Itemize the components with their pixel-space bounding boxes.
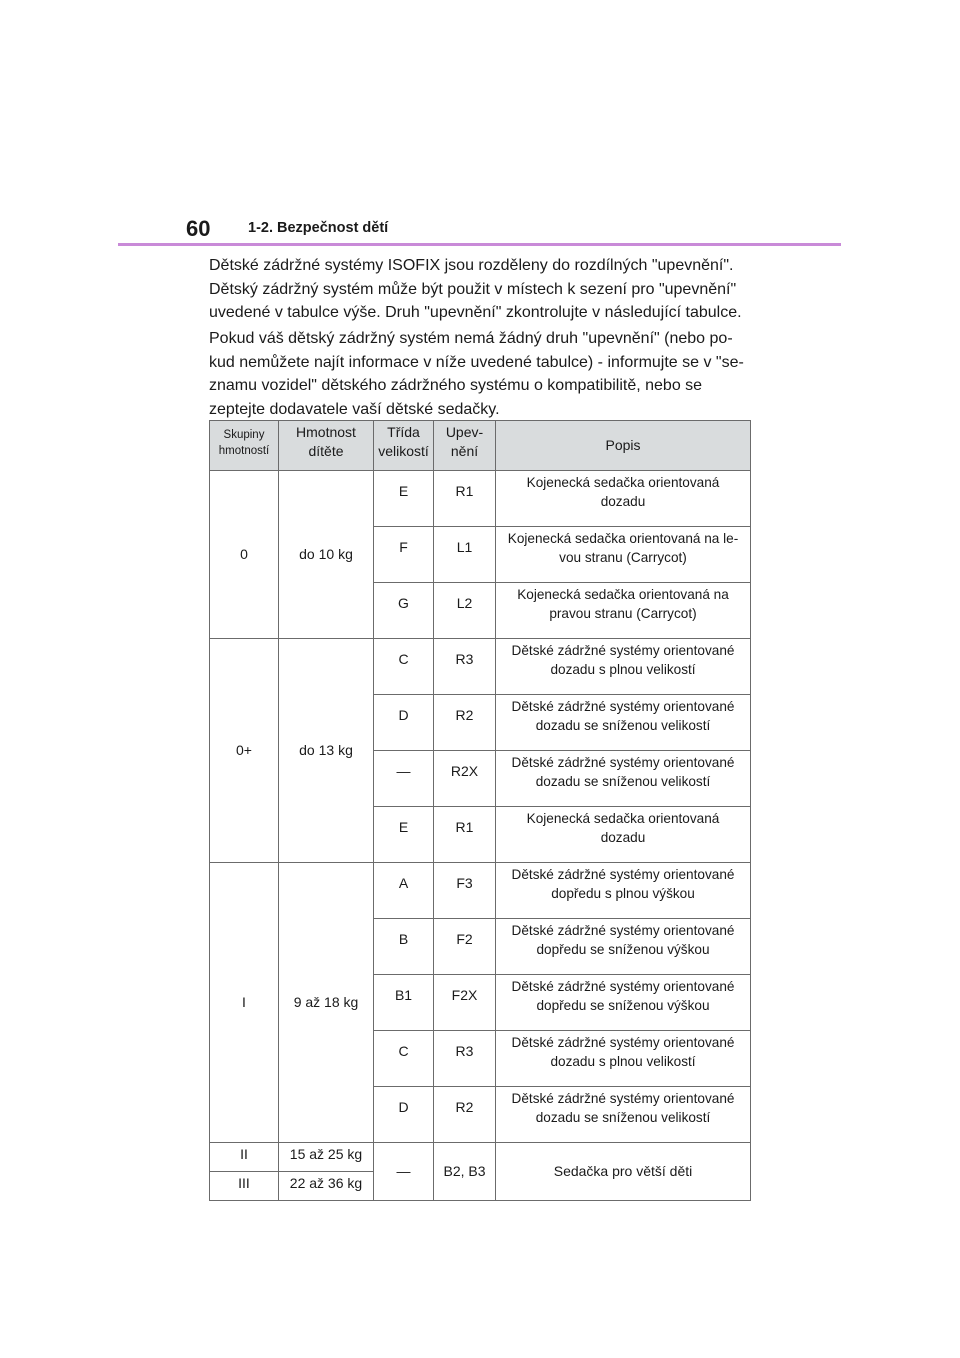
description-cell: Dětské zádržné systémy orientované dozadu se sníženou velikostí <box>496 751 751 807</box>
description-cell: Dětské zádržné systémy orientované dopředu s plnou výškou <box>496 863 751 919</box>
fixture-cell: R3 <box>434 639 496 695</box>
description-cell: Kojenecká sedačka orientovaná dozadu <box>496 471 751 527</box>
paragraph-line: Dětský zádržný systém může být použit v místech k sezení pro "upevnění" <box>209 280 737 298</box>
fixture-cell: L2 <box>434 583 496 639</box>
fixture-cell: R2X <box>434 751 496 807</box>
intro-paragraph <box>209 254 769 325</box>
description-cell: Kojenecká sedačka orientovaná na le- vou stranu (Carrycot) <box>496 527 751 583</box>
table-row <box>210 1143 751 1172</box>
child-weight-cell: do 13 kg <box>279 639 374 863</box>
size-class-cell: A <box>374 863 434 919</box>
header-mass-group: Skupiny hmotností <box>210 421 279 471</box>
fixture-cell: F2 <box>434 919 496 975</box>
table-row <box>210 471 751 527</box>
size-class-cell: E <box>374 471 434 527</box>
description-cell: Kojenecká sedačka orientovaná dozadu <box>496 807 751 863</box>
child-weight-cell: 15 až 25 kg <box>279 1143 374 1172</box>
table-row <box>210 639 751 695</box>
size-class-cell: B1 <box>374 975 434 1031</box>
mass-group-cell: 0 <box>210 471 279 639</box>
isofix-fixture-table <box>209 420 751 1201</box>
size-class-cell: F <box>374 527 434 583</box>
size-class-cell: D <box>374 695 434 751</box>
fixture-cell: L1 <box>434 527 496 583</box>
description-cell: Dětské zádržné systémy orientované dopředu se sníženou výškou <box>496 975 751 1031</box>
description-cell: Dětské zádržné systémy orientované dozadu s plnou velikostí <box>496 1031 751 1087</box>
child-weight-cell: do 10 kg <box>279 471 374 639</box>
size-class-cell: B <box>374 919 434 975</box>
paragraph-line: zeptejte dodavatele vaší dětské sedačky. <box>209 400 500 418</box>
paragraph-line: Dětské zádržné systémy ISOFIX jsou rozděleny do rozdílných "upevnění". <box>209 257 734 274</box>
child-weight-cell: 9 až 18 kg <box>279 863 374 1143</box>
paragraph-line: uvedené v tabulce výše. Druh "upevnění" zkontrolujte v následující tabulce. <box>209 304 742 321</box>
fixture-cell: R1 <box>434 471 496 527</box>
fixture-cell: R2 <box>434 1087 496 1143</box>
fixture-cell: R3 <box>434 1031 496 1087</box>
header-description: Popis <box>496 421 751 471</box>
size-class-cell: E <box>374 807 434 863</box>
fixture-cell: F3 <box>434 863 496 919</box>
size-class-cell: — <box>374 1143 434 1201</box>
section-title: 1-2. Bezpečnost dětí <box>248 220 389 236</box>
table-header-row <box>210 421 751 471</box>
page-number: 60 <box>186 216 211 241</box>
mass-group-cell: I <box>210 863 279 1143</box>
fixture-cell: B2, B3 <box>434 1143 496 1201</box>
child-weight-cell: 22 až 36 kg <box>279 1172 374 1201</box>
description-cell: Kojenecká sedačka orientovaná na pravou stranu (Carrycot) <box>496 583 751 639</box>
size-class-cell: C <box>374 639 434 695</box>
header-divider <box>118 243 841 246</box>
description-cell: Dětské zádržné systémy orientované dopředu se sníženou výškou <box>496 919 751 975</box>
mass-group-cell: II <box>210 1143 279 1172</box>
paragraph-line: znamu vozidel" dětského zádržného systému o kompatibilitě, nebo se <box>209 377 703 394</box>
description-cell: Dětské zádržné systémy orientované dozadu s plnou velikostí <box>496 639 751 695</box>
fixture-cell: F2X <box>434 975 496 1031</box>
fixture-cell: R1 <box>434 807 496 863</box>
description-cell: Dětské zádržné systémy orientované dozadu se sníženou velikostí <box>496 695 751 751</box>
header-fixture: Upev- nění <box>434 421 496 471</box>
paragraph-line: Pokud váš dětský zádržný systém nemá žádný druh "upevnění" (nebo po- <box>209 330 733 347</box>
description-cell: Dětské zádržné systémy orientované dozadu se sníženou velikostí <box>496 1087 751 1143</box>
size-class-cell: C <box>374 1031 434 1087</box>
mass-group-cell: 0+ <box>210 639 279 863</box>
size-class-cell: — <box>374 751 434 807</box>
paragraph-line: kud nemůžete najít informace v níže uvedené tabulce) - informujte se v "se- <box>209 353 744 371</box>
size-class-cell: D <box>374 1087 434 1143</box>
header-child-weight: Hmotnost dítěte <box>279 421 374 471</box>
mass-group-cell: III <box>210 1172 279 1201</box>
fixture-cell: R2 <box>434 695 496 751</box>
description-cell: Sedačka pro větší děti <box>496 1143 751 1201</box>
header-size-class: Třída velikostí <box>374 421 434 471</box>
advice-paragraph <box>209 327 769 421</box>
table-row <box>210 863 751 919</box>
size-class-cell: G <box>374 583 434 639</box>
